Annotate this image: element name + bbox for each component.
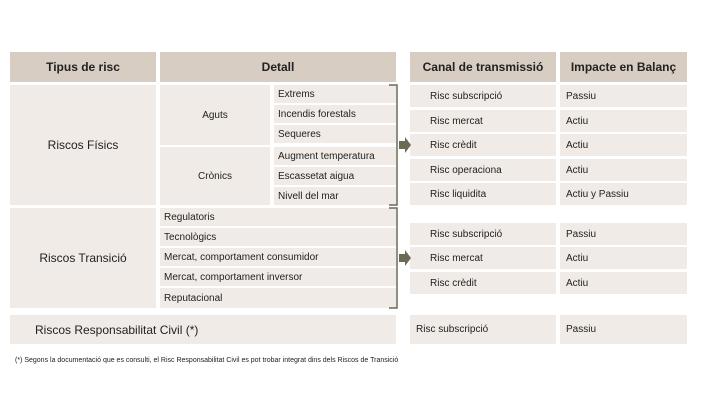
bracket-fisics [389, 85, 397, 205]
footnote: (*) Segons la documentació que es consulti, el Risc Responsabilitat Civil es pot trobar integrat dins dels Riscos de Transició [15, 357, 399, 364]
impacte-cell: Actiu [560, 247, 687, 269]
detall-item: Escassetat aigua [274, 167, 396, 185]
cronics-label: Crònics [160, 147, 270, 205]
impacte-cell: Actiu y Passiu [560, 183, 687, 205]
header-canal: Canal de transmissió [410, 52, 556, 82]
detall-item: Incendis forestals [274, 105, 396, 123]
header-impacte: Impacte en Balanç [560, 52, 687, 82]
header-detall: Detall [160, 52, 396, 82]
impacte-cell: Actiu [560, 159, 687, 181]
detall-item: Augment temperatura [274, 147, 396, 165]
transicio-item: Regulatoris [160, 208, 396, 226]
detall-item: Sequeres [274, 125, 396, 143]
canal-cell: Risc crèdit [410, 134, 556, 156]
impacte-cell: Actiu [560, 134, 687, 156]
riscos-fisics-label: Riscos Físics [10, 85, 156, 205]
impacte-cell: Actiu [560, 272, 687, 294]
header-tipus: Tipus de risc [10, 52, 156, 82]
canal-cell: Risc crèdit [410, 272, 556, 294]
impacte-cell: Actiu [560, 110, 687, 132]
canal-cell: Risc subscripció [410, 315, 556, 344]
bracket-transicio [389, 208, 397, 308]
arrow-fisics [399, 137, 411, 153]
transicio-item: Mercat, comportament consumidor [160, 248, 396, 266]
transicio-item: Reputacional [160, 288, 396, 308]
transicio-item: Mercat, comportament inversor [160, 268, 396, 286]
riscos-civil-label: Riscos Responsabilitat Civil (*) [10, 315, 396, 344]
canal-cell: Risc liquidita [410, 183, 556, 205]
arrow-transicio [399, 250, 411, 266]
impacte-cell: Passiu [560, 223, 687, 245]
canal-cell: Risc subscripció [410, 85, 556, 107]
aguts-label: Aguts [160, 85, 270, 145]
detall-item: Extrems [274, 85, 396, 103]
canal-cell: Risc subscripció [410, 223, 556, 245]
impacte-cell: Passiu [560, 315, 687, 344]
transicio-item: Tecnològics [160, 228, 396, 246]
detall-item: Nivell del mar [274, 187, 396, 205]
canal-cell: Risc operaciona [410, 159, 556, 181]
canal-cell: Risc mercat [410, 247, 556, 269]
riscos-transicio-label: Riscos Transició [10, 208, 156, 308]
impacte-cell: Passiu [560, 85, 687, 107]
canal-cell: Risc mercat [410, 110, 556, 132]
